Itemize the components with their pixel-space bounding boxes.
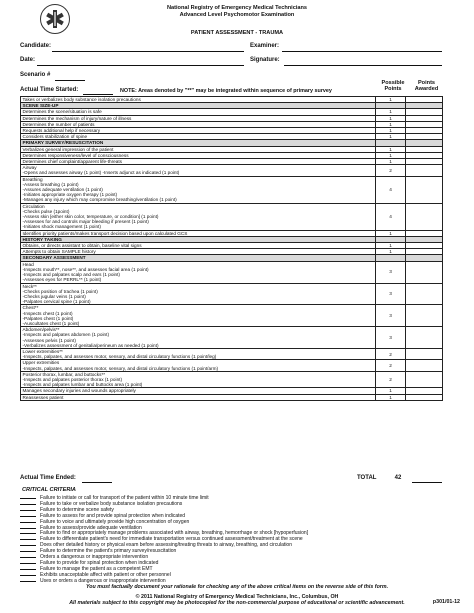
- criterion-checkbox[interactable]: [20, 529, 36, 534]
- criterion-text: -Auscultates chest (1 point): [22, 320, 80, 326]
- criterion-text: Head: [22, 261, 34, 267]
- examiner-label: Examiner:: [250, 43, 280, 49]
- possible-header-line: Possible: [381, 80, 405, 86]
- signature-field[interactable]: [284, 58, 442, 66]
- points-awarded-cell[interactable]: [406, 371, 443, 388]
- total-awarded-field[interactable]: [412, 475, 442, 483]
- time-ended-label: Actual Time Ended:: [20, 475, 76, 481]
- criterion-text: Determines the scene/situation is safe: [22, 109, 102, 115]
- criterion-text: SCENE SIZE-UP: [22, 103, 59, 109]
- awarded-header-line: Points: [417, 80, 436, 86]
- criterion-checkbox[interactable]: [20, 506, 36, 511]
- possible-points-cell: 2: [376, 360, 406, 371]
- criterion-text: Considers stabilization of spine: [22, 134, 88, 140]
- possible-points-cell: 1: [376, 97, 406, 103]
- possible-points-cell: 2: [376, 165, 406, 176]
- candidate-field[interactable]: [52, 44, 244, 52]
- date-label: Date:: [20, 57, 36, 63]
- time-started-field[interactable]: [83, 87, 113, 95]
- points-awarded-cell[interactable]: [406, 283, 443, 305]
- possible-points-cell: 4: [376, 203, 406, 230]
- critical-criteria-title: CRITICAL CRITERIA: [22, 487, 76, 493]
- criterion-text: Airway: [22, 165, 37, 171]
- possible-points-cell: 3: [376, 305, 406, 327]
- time-started-label: Actual Time Started:: [20, 87, 79, 93]
- total-label: TOTAL: [357, 475, 377, 481]
- criterion-text: -Inspects and palpates lumbar and buttocks area (1 point): [22, 382, 143, 388]
- critical-criterion-text: Failure to take or verbalize body substance isolation precautions: [40, 500, 183, 507]
- awarded-header-line: Awarded: [414, 86, 439, 93]
- criterion-checkbox[interactable]: [20, 547, 36, 552]
- possible-points-cell: 1: [376, 109, 406, 115]
- possible-points-cell: 1: [376, 249, 406, 255]
- scoring-table: [20, 96, 443, 401]
- points-awarded-cell[interactable]: [406, 203, 443, 230]
- criterion-cell: [21, 176, 376, 203]
- criterion-text: -Inspects, palpates, and assesses motor, sensory, and distal circulatory functions (1 point/leg): [22, 354, 217, 360]
- criterion-text: -Assures adequate ventilation (1 point): [22, 187, 103, 193]
- criterion-text: Breathing: [22, 176, 43, 182]
- scenario-label: Scenario #: [20, 72, 51, 78]
- possible-points-cell: 3: [376, 327, 406, 349]
- criterion-cell: [21, 348, 376, 359]
- examiner-field[interactable]: [282, 44, 442, 52]
- criterion-text: -Inspects chest (1 point): [22, 310, 73, 316]
- points-awarded-cell[interactable]: [406, 348, 443, 359]
- critical-criterion-text: Uses or orders a dangerous or inappropriate intervention: [40, 577, 166, 584]
- header-org: National Registry of Emergency Medical Technicians: [166, 5, 308, 11]
- table-row: [21, 203, 443, 230]
- criterion-text: -Palpates cervical spine (1 point): [22, 299, 91, 305]
- critical-criterion-text: Exhibits unacceptable affect with patient or other personnel: [40, 571, 171, 578]
- criterion-text: -Inspects and palpates scalp and ears (1 point): [22, 272, 120, 278]
- possible-points-cell: 2: [376, 348, 406, 359]
- criterion-checkbox[interactable]: [20, 535, 36, 540]
- criterion-checkbox[interactable]: [20, 577, 36, 582]
- table-row: [21, 371, 443, 388]
- criterion-text: -Checks pulse (1point): [22, 208, 70, 214]
- date-field[interactable]: [37, 58, 244, 66]
- criterion-cell: [21, 283, 376, 305]
- integration-note: NOTE: Areas denoted by "**" may be integrated within sequence of primary survey: [120, 87, 332, 94]
- criterion-text: Abdomen/pelvis**: [22, 327, 60, 333]
- critical-criterion-text: Does other detailed history or physical exam before assessing/treating threats to airway, breathing, and circulation: [40, 542, 292, 549]
- criterion-cell: [21, 165, 376, 176]
- criterion-cell: [21, 371, 376, 388]
- points-awarded-header: [410, 80, 443, 92]
- criterion-checkbox[interactable]: [20, 494, 36, 499]
- possible-points-cell: 1: [376, 388, 406, 394]
- critical-criterion-text: Failure to find or appropriately manage problems associated with airway, breathing, hemorrhage or shock [hypoperfusion]: [40, 530, 309, 537]
- rationale-note: You must factually document your rationale for checking any of the above critical items on the reverse side of this form.: [85, 584, 389, 590]
- possible-points-cell: 1: [376, 394, 406, 400]
- criterion-text: Determines the mechanism of injury/nature of illness: [22, 115, 132, 121]
- possible-points-cell: 1: [376, 152, 406, 158]
- criterion-checkbox[interactable]: [20, 541, 36, 546]
- criterion-text: Identifies priority patients/makes transport decision based upon calculated GCS: [22, 230, 188, 236]
- criterion-text: -Assesses pelvis (1 point): [22, 337, 76, 343]
- critical-criterion-text: Failure to determine scene safety: [40, 506, 114, 513]
- criterion-checkbox[interactable]: [20, 571, 36, 576]
- criterion-text: -Opens and assesses airway (1 point) -Inserts adjunct as indicated (1 point): [22, 170, 180, 176]
- possible-points-cell: 1: [376, 134, 406, 140]
- form-code: p301/01-12: [432, 599, 460, 605]
- points-awarded-cell[interactable]: [406, 305, 443, 327]
- criterion-text: Verbalizes general impression of the patient: [22, 146, 114, 152]
- points-awarded-cell[interactable]: [406, 394, 443, 400]
- possible-header-line: Points: [384, 86, 402, 93]
- critical-criterion-text: Failure to differentiate patient's need for immediate transportation versus continued assessment/treatment at the scene: [40, 536, 303, 543]
- criterion-text: -Inspects mouth**, nose**, and assesses facial area (1 point): [22, 266, 149, 272]
- possible-points-cell: 1: [376, 146, 406, 152]
- possible-points-cell: 3: [376, 261, 406, 283]
- criterion-text: Attempts to obtain SAMPLE history: [22, 249, 96, 255]
- criterion-text: Upper extremities: [22, 360, 60, 366]
- criterion-checkbox[interactable]: [20, 518, 36, 523]
- criterion-text: Obtains, or directs assistant to obtain, baseline vital signs: [22, 243, 142, 249]
- points-awarded-cell[interactable]: [406, 165, 443, 176]
- table-row: [21, 283, 443, 305]
- criterion-cell: [21, 305, 376, 327]
- possible-points-cell: 1: [376, 115, 406, 121]
- criterion-text: -Initiates shock management (1 point): [22, 224, 101, 230]
- possible-points-header: [378, 80, 408, 92]
- criterion-cell: [21, 360, 376, 371]
- time-ended-field[interactable]: [82, 475, 112, 483]
- criterion-text: PRIMARY SURVEY/RESUSCITATION: [22, 140, 104, 146]
- criterion-checkbox[interactable]: [20, 559, 36, 564]
- table-row: [21, 176, 443, 203]
- critical-criterion-text: Failure to initiate or call for transport of the patient within 10 minute time limit: [40, 495, 209, 501]
- points-awarded-cell[interactable]: [406, 360, 443, 371]
- criterion-text: -Assesses eyes for PERRL** (1 point): [22, 277, 102, 283]
- criterion-text: -Verbalizes assessment of genitalia/perineum as needed (1 point): [22, 342, 159, 348]
- critical-criterion-text: Failure to provide for spinal protection when indicated: [40, 559, 159, 566]
- points-awarded-cell[interactable]: [406, 261, 443, 283]
- table-row: [21, 394, 443, 400]
- table-row: [21, 348, 443, 359]
- points-awarded-cell[interactable]: [406, 327, 443, 349]
- page-title: PATIENT ASSESSMENT - TRAUMA: [190, 30, 284, 36]
- critical-criterion-text: Failure to assess for and provide spinal protection when indicated: [40, 512, 186, 519]
- criterion-text: Manages secondary injuries and wounds appropriately: [22, 388, 136, 394]
- criterion-text: Takes or verbalizes body substance isolation precautions: [22, 97, 141, 102]
- criterion-cell: [21, 327, 376, 349]
- criterion-text: Determines responsiveness/level of consciousness: [22, 152, 129, 158]
- header-subtitle: Advanced Level Psychomotor Examination: [179, 11, 295, 18]
- table-row: [21, 327, 443, 349]
- criterion-checkbox[interactable]: [20, 565, 36, 570]
- total-points: 42: [394, 475, 402, 481]
- critical-criterion-text: Failure to assess/provide adequate ventilation: [40, 524, 142, 531]
- criterion-text: Circulation: [22, 203, 45, 209]
- criterion-text: Reassesses patient: [22, 394, 64, 400]
- scenario-field[interactable]: [55, 73, 85, 81]
- photocopy-notice: All materials subject to this copyright may be photocopied for the non-commercial purpose of educational or scientific advancement.: [69, 600, 405, 606]
- criterion-cell: [21, 394, 376, 400]
- candidate-label: Candidate:: [20, 43, 52, 49]
- criterion-cell: [21, 203, 376, 230]
- critical-criterion-text: Failure to determine the patient's primary survey/resuscitation: [40, 548, 177, 555]
- table-row: [21, 305, 443, 327]
- possible-points-cell: 1: [376, 121, 406, 127]
- criterion-text: -Inspects, palpates, and assesses motor, sensory, and distal circulatory functions (1 point/arm): [22, 365, 219, 371]
- table-row: [21, 165, 443, 176]
- criterion-checkbox[interactable]: [20, 500, 36, 505]
- criterion-text: HISTORY TAKING: [22, 236, 62, 242]
- criterion-checkbox[interactable]: [20, 524, 36, 529]
- criterion-text: SECONDARY ASSESSMENT: [22, 255, 86, 261]
- possible-points-cell: 4: [376, 176, 406, 203]
- criterion-cell: [21, 261, 376, 283]
- criterion-checkbox[interactable]: [20, 553, 36, 558]
- criterion-text: -Initiates appropriate oxygen therapy (1 point): [22, 192, 118, 198]
- criterion-text: Determines chief complaint/apparent life-threats: [22, 159, 123, 165]
- criterion-text: Posterior thorax, lumbar, and buttocks**: [22, 371, 106, 377]
- possible-points-cell: 3: [376, 283, 406, 305]
- criterion-text: -Checks position of trachea (1 point): [22, 288, 98, 294]
- criterion-text: -Assesses for and controls major bleeding if present (1 point): [22, 219, 149, 225]
- table-row: [21, 261, 443, 283]
- possible-points-cell: 1: [376, 243, 406, 249]
- criterion-checkbox[interactable]: [20, 512, 36, 517]
- criterion-text: -Assess skin [either skin color, temperature, or condition] (1 point): [22, 214, 159, 220]
- criterion-text: Neck**: [22, 283, 37, 289]
- possible-points-cell: 1: [376, 128, 406, 134]
- criterion-text: -Inspects and palpates posterior thorax (1 point): [22, 376, 123, 382]
- criterion-text: -Manages any injury which may compromise breathing/ventilation (1 point): [22, 197, 177, 203]
- copyright-line: © 2011 National Registry of Emergency Medical Technicians, Inc., Columbus, OH: [135, 594, 339, 600]
- criterion-text: -Inspects and palpates abdomen (1 point): [22, 332, 110, 338]
- possible-points-cell: 2: [376, 371, 406, 388]
- criterion-text: Requests additional help if necessary: [22, 128, 101, 134]
- possible-points-cell: 1: [376, 230, 406, 236]
- table-row: [21, 360, 443, 371]
- criterion-text: Chest**: [22, 305, 39, 311]
- signature-label: Signature:: [250, 57, 280, 63]
- criterion-text: -Checks jugular veins (1 point): [22, 293, 86, 299]
- critical-criterion-text: Orders a dangerous or inappropriate intervention: [40, 554, 149, 560]
- criterion-text: Determines the number of patients: [22, 121, 95, 127]
- critical-criterion-text: Failure to manage the patient as a competent EMT: [40, 565, 153, 572]
- critical-criterion-text: Failure to voice and ultimately provide high concentration of oxygen: [40, 518, 190, 525]
- criterion-text: -Assess breathing (1 point): [22, 181, 79, 187]
- possible-points-cell: 1: [376, 159, 406, 165]
- points-awarded-cell[interactable]: [406, 176, 443, 203]
- criterion-text: -Palpates chest (1 point): [22, 315, 74, 321]
- criterion-text: Lower extremities**: [22, 348, 63, 354]
